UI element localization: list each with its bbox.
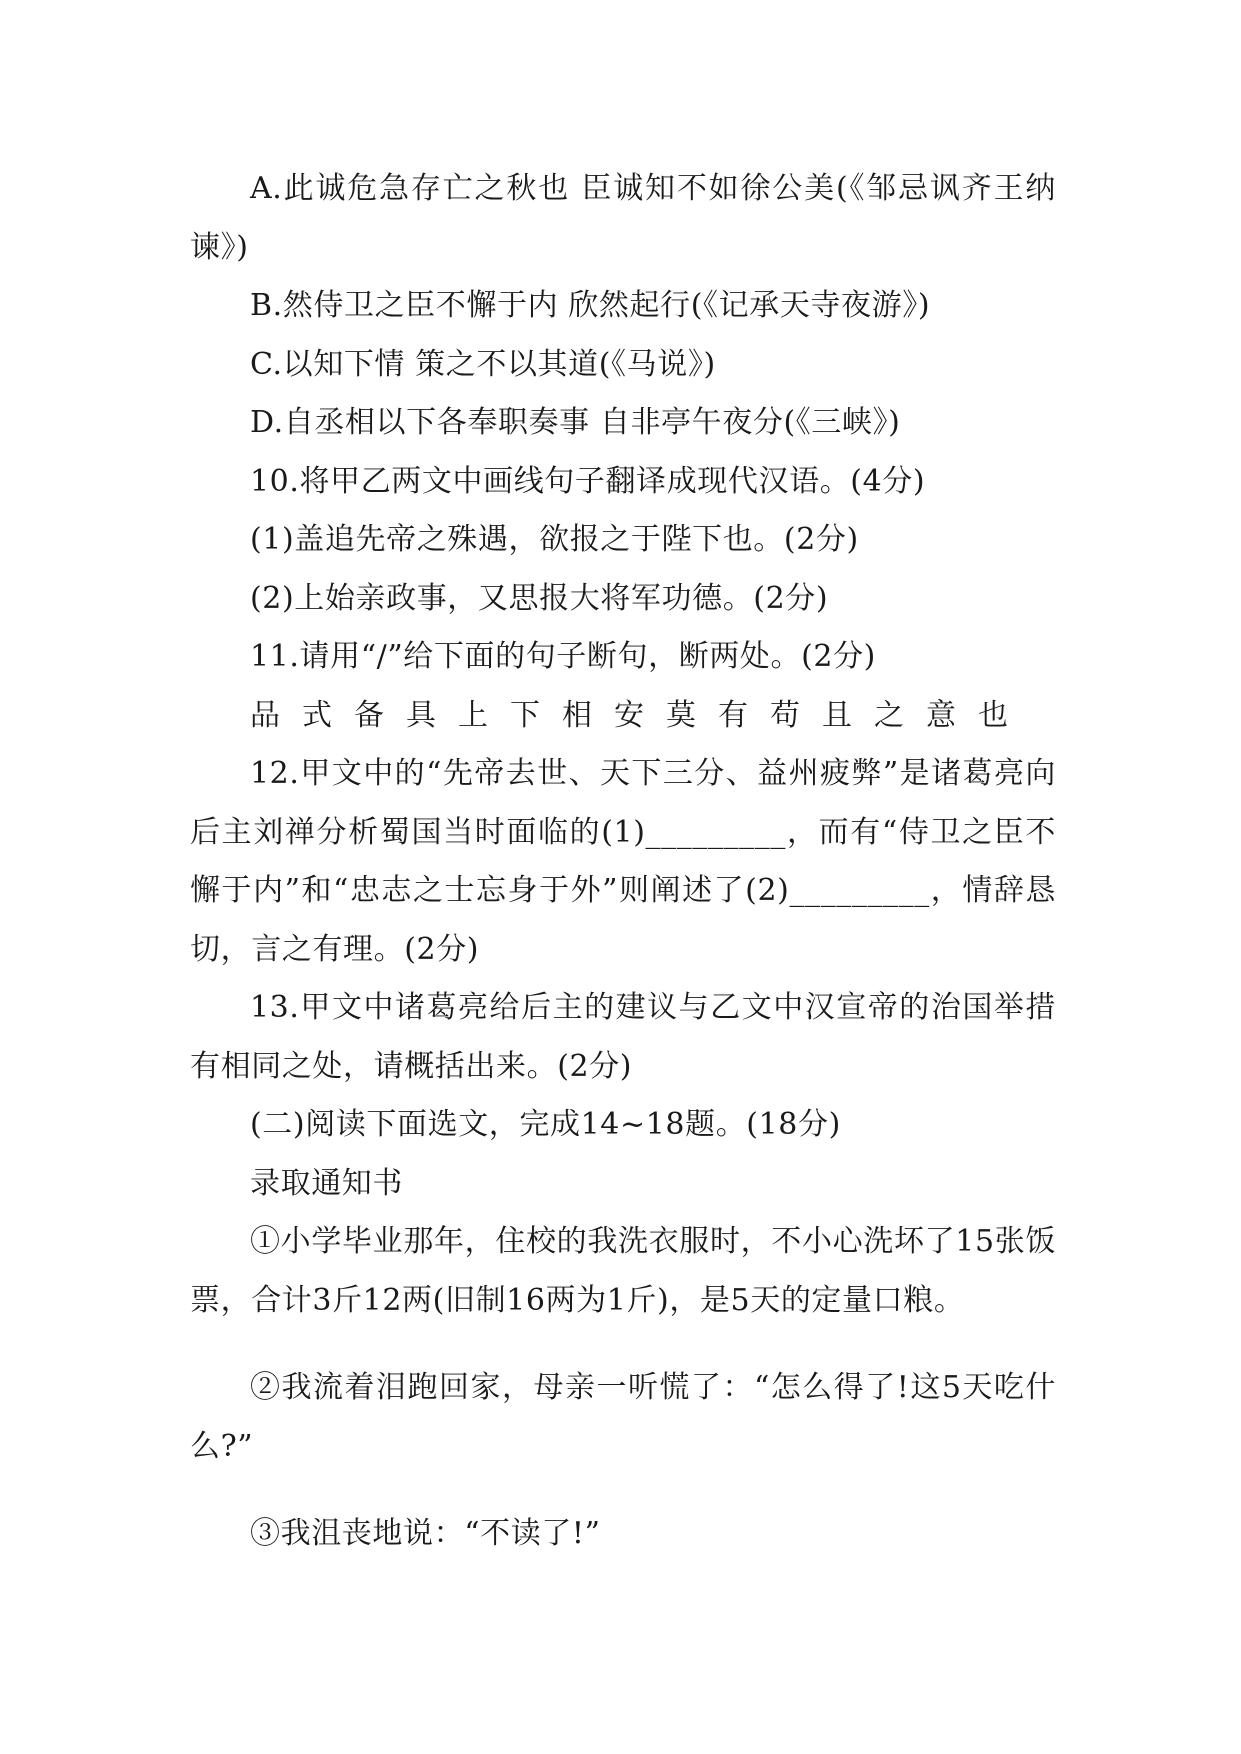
option-d: D.自丞相以下各奉职奏事 自非亭午夜分(《三峡》) [250,405,901,440]
question-13: 13.甲文中诸葛亮给后主的建议与乙文中汉宣帝的治国举措有相同之处，请概括出来。(2分) [190,990,1056,1084]
document-page [190,160,1056,1564]
passage-paragraph-1: ①小学毕业那年，住校的我洗衣服时，不小心洗坏了15张饭票，合计3斤12两(旧制16两为1斤)，是5天的定量口粮。 [190,1224,1056,1318]
passage-paragraph-2: ②我流着泪跑回家，母亲一听慌了：“怎么得了!这5天吃什么?” [190,1370,1056,1464]
question-10-sentence-2: (2)上始亲政事，又思报大将军功德。(2分) [250,580,829,616]
option-c: C.以知下情 策之不以其道(《马说》) [250,346,716,382]
option-a: A.此诚危急存亡之秋也 臣诚知不如徐公美(《邹忌讽齐王纳谏》) [190,171,1056,265]
question-11-stem: 11.请用“/”给下面的句子断句，断两处。(2分) [250,639,876,674]
question-12: 12.甲文中的“先帝去世、天下三分、益州疲弊”是诸葛亮向后主刘禅分析蜀国当时面临的(1)_________，而有“侍卫之臣不懈于内”和“忠志之士忘身于外”则阐述了(2)_________，情辞恳切，言之有理。(2分) [190,756,1056,967]
question-10-stem: 10.将甲乙两文中画线句子翻译成现代汉语。(4分) [250,463,926,499]
paragraph-spacer [190,1476,1056,1505]
question-10-sentence-1: (1)盖追先帝之殊遇，欲报之于陛下也。(2分) [250,522,859,557]
section-2-heading: (二)阅读下面选文，完成14~18题。(18分) [250,1107,841,1142]
passage-paragraph-3: ③我沮丧地说：“不读了!” [250,1516,601,1551]
question-11-sentence: 品式备具上下相安莫有苟且之意也 [250,697,1030,733]
option-b: B.然侍卫之臣不懈于内 欣然起行(《记承天寺夜游》) [250,288,931,323]
paragraph-spacer [190,1330,1056,1359]
passage-title: 录取通知书 [250,1165,403,1201]
